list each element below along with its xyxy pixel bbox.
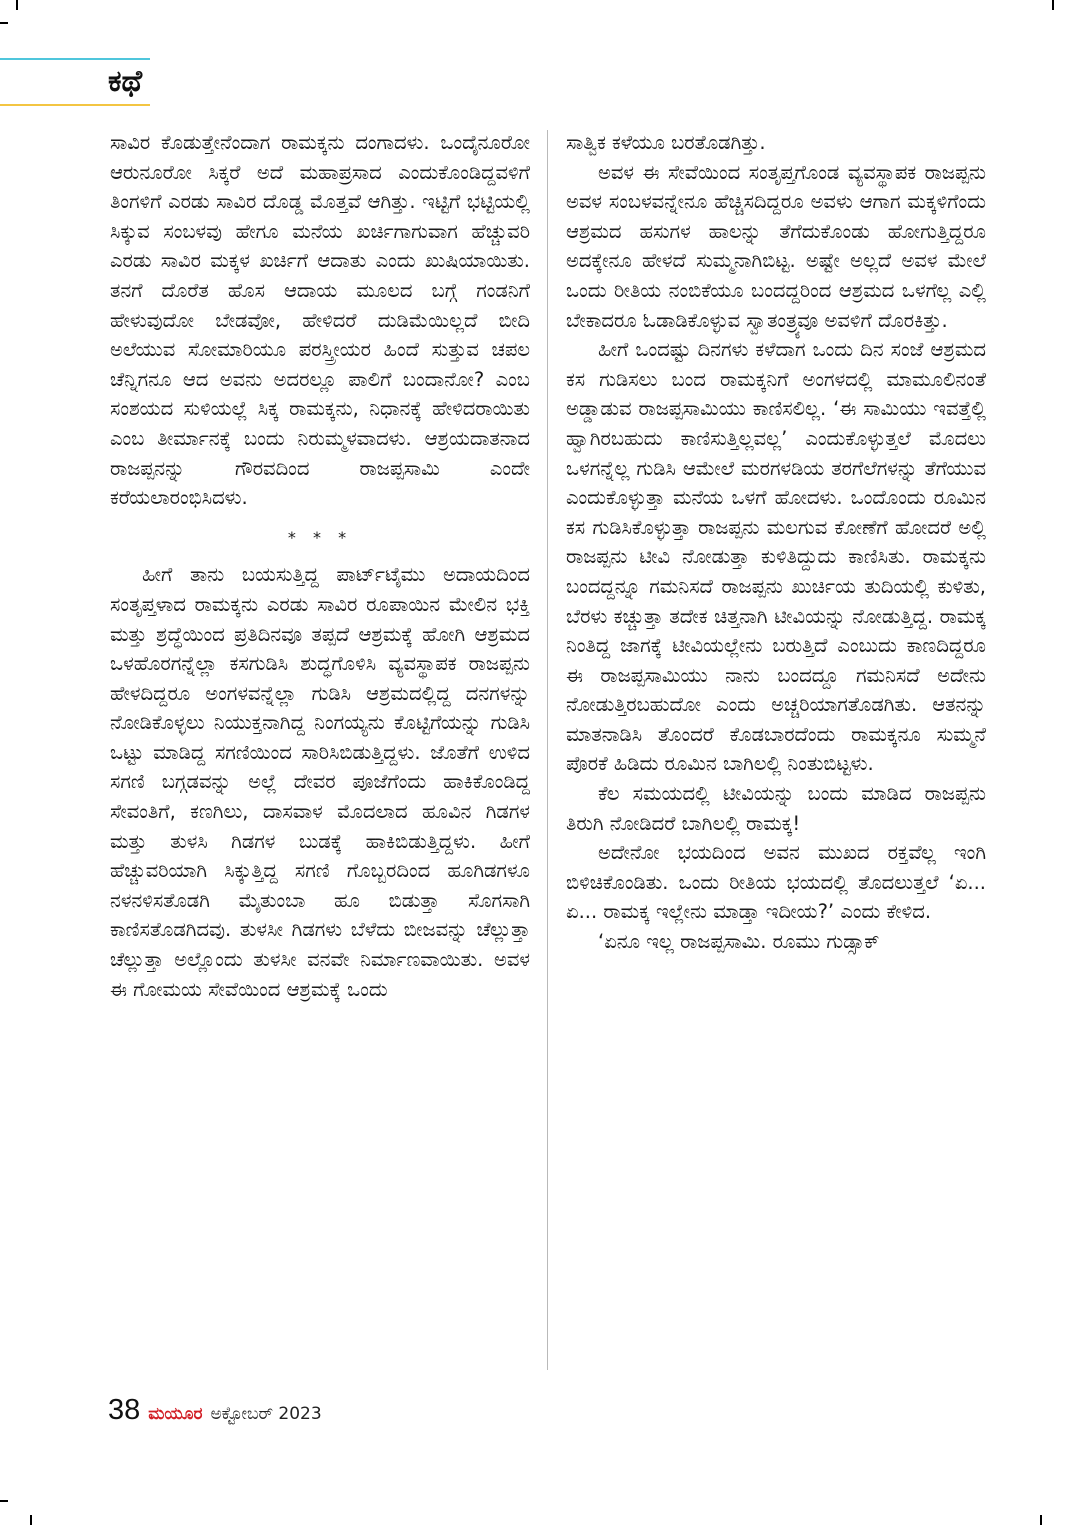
- crop-mark: [0, 1500, 8, 1502]
- header-rule-top: [0, 58, 150, 60]
- page-footer: [108, 1394, 322, 1430]
- left-column: [110, 128, 530, 1378]
- right-column: [566, 128, 986, 1378]
- paragraph: ಹೀಗೆ ಒಂದಷ್ಟು ದಿನಗಳು ಕಳೆದಾಗ ಒಂದು ದಿನ ಸಂಜೆ ಆಶ್ರಮದ ಕಸ ಗುಡಿಸಲು ಬಂದ ರಾಮಕ್ಕನಿಗೆ ಅಂಗಳದಲ್ಲಿ ಮಾಮೂಲಿನಂತೆ ಅಡ್ಡಾಡುವ ರಾಜಪ್ಪಸಾಮಿಯು ಕಾಣಿಸಲಿಲ್ಲ. ‘ಈ ಸಾಮಿಯು ಇವತ್ತೆಲ್ಲಿ ಹ್ವಾಗಿರಬಹುದು ಕಾಣಿಸುತ್ತಿಲ್ಲವಲ್ಲ’ ಎಂದುಕೊಳ್ಳುತ್ತಲೆ ಮೊದಲು ಒಳಗನ್ನೆಲ್ಲ ಗುಡಿಸಿ ಆಮೇಲೆ ಮರಗಳಡಿಯ ತರಗೆಲೆಗಳನ್ನು ತೆಗೆಯುವ ಎಂದುಕೊಳ್ಳುತ್ತಾ ಮನೆಯ ಒಳಗೆ ಹೋದಳು. ಒಂದೊಂದು ರೂಮಿನ ಕಸ ಗುಡಿಸಿಕೊಳ್ಳುತ್ತಾ ರಾಜಪ್ಪನು ಮಲಗುವ ಕೋಣೆಗೆ ಹೋದರೆ ಅಲ್ಲಿ ರಾಜಪ್ಪನು ಟೀವಿ ನೋಡುತ್ತಾ ಕುಳಿತಿದ್ದುದು ಕಾಣಿಸಿತು. ರಾಮಕ್ಕನು ಬಂದದ್ದನ್ನೂ ಗಮನಿಸದೆ ರಾಜಪ್ಪನು ಖುರ್ಚಿಯ ತುದಿಯಲ್ಲಿ ಕುಳಿತು, ಬೆರಳು ಕಚ್ಚುತ್ತಾ ತದೇಕ ಚಿತ್ತನಾಗಿ ಟೀವಿಯನ್ನು ನೋಡುತ್ತಿದ್ದ. ರಾಮಕ್ಕ ನಿಂತಿದ್ದ ಜಾಗಕ್ಕೆ ಟೀವಿಯಲ್ಲೇನು ಬರುತ್ತಿದೆ ಎಂಬುದು ಕಾಣದಿದ್ದರೂ ಈ ರಾಜಪ್ಪಸಾಮಿಯು ನಾನು ಬಂದದ್ದೂ ಗಮನಿಸದೆ ಅದೇನು ನೋಡುತ್ತಿರಬಹುದೋ ಎಂದು ಅಚ್ಚರಿಯಾಗತೊಡಗಿತು. ಆತನನ್ನು ಮಾತನಾಡಿಸಿ ತೊಂದರೆ ಕೊಡಬಾರದೆಂದು ರಾಮಕ್ಕನೂ ಸುಮ್ಮನೆ ಪೊರಕೆ ಹಿಡಿದು ರೂಮಿನ ಬಾಗಿಲಲ್ಲಿ ನಿಂತುಬಿಟ್ಟಳು.: [566, 338, 986, 776]
- section-title: ಕಥೆ: [108, 64, 143, 99]
- paragraph: ಸಾತ್ವಿಕ ಕಳೆಯೂ ಬರತೊಡಗಿತ್ತು.: [566, 131, 766, 154]
- issue-date: ಅಕ್ಟೋಬರ್ 2023: [210, 1404, 322, 1424]
- paragraph: ಅವಳ ಈ ಸೇವೆಯಿಂದ ಸಂತೃಪ್ತಗೊಂಡ ವ್ಯವಸ್ಥಾಪಕ ರಾಜಪ್ಪನು ಅವಳ ಸಂಬಳವನ್ನೇನೂ ಹೆಚ್ಚಿಸದಿದ್ದರೂ ಅವಳು ಆಗಾಗ ಮಕ್ಕಳಿಗೆಂದು ಆಶ್ರಮದ ಹಸುಗಳ ಹಾಲನ್ನು ತೆಗೆದುಕೊಂಡು ಹೋಗುತ್ತಿದ್ದರೂ ಅದಕ್ಕೇನೂ ಹೇಳದೆ ಸುಮ್ಮನಾಗಿಬಿಟ್ಟ. ಅಷ್ಟೇ ಅಲ್ಲದೆ ಅವಳ ಮೇಲೆ ಒಂದು ರೀತಿಯ ನಂಬಿಕೆಯೂ ಬಂದದ್ದರಿಂದ ಆಶ್ರಮದ ಒಳಗೆಲ್ಲ ಎಲ್ಲಿ ಬೇಕಾದರೂ ಓಡಾಡಿಕೊಳ್ಳುವ ಸ್ವಾತಂತ್ರ್ಯವೂ ಅವಳಿಗೆ ದೊರಕಿತ್ತು.: [566, 160, 986, 332]
- paragraph: ಹೀಗೆ ತಾನು ಬಯಸುತ್ತಿದ್ದ ಪಾರ್ಟ್‌ಟೈಮು ಅದಾಯದಿಂದ ಸಂತೃಪ್ತಳಾದ ರಾಮಕ್ಕನು ಎರಡು ಸಾವಿರ ರೂಪಾಯಿನ ಮೇಲಿನ ಭಕ್ತಿ ಮತ್ತು ಶ್ರದ್ಧೆಯಿಂದ ಪ್ರತಿದಿನವೂ ತಪ್ಪದೆ ಆಶ್ರಮಕ್ಕೆ ಹೋಗಿ ಆಶ್ರಮದ ಒಳಹೊರಗನ್ನೆಲ್ಲಾ ಕಸಗುಡಿಸಿ ಶುದ್ಧಗೊಳಿಸಿ ವ್ಯವಸ್ಥಾಪಕ ರಾಜಪ್ಪನು ಹೇಳದಿದ್ದರೂ ಅಂಗಳವನ್ನೆಲ್ಲಾ ಗುಡಿಸಿ ಆಶ್ರಮದಲ್ಲಿದ್ದ ದನಗಳನ್ನು ನೋಡಿಕೊಳ್ಳಲು ನಿಯುಕ್ತನಾಗಿದ್ದ ನಿಂಗಯ್ಯನು ಕೊಟ್ಟಿಗೆಯನ್ನು ಗುಡಿಸಿ ಒಟ್ಟು ಮಾಡಿದ್ದ ಸಗಣಿಯಿಂದ ಸಾರಿಸಿಬಿಡುತ್ತಿದ್ದಳು. ಜೊತೆಗೆ ಉಳಿದ ಸಗಣಿ ಬಗ್ಗಡವನ್ನು ಅಲ್ಲೆ ದೇವರ ಪೂಜೆಗೆಂದು ಹಾಕಿಕೊಂಡಿದ್ದ ಸೇವಂತಿಗೆ, ಕಣಗಿಲು, ದಾಸವಾಳ ಮೊದಲಾದ ಹೂವಿನ ಗಿಡಗಳ ಮತ್ತು ತುಳಸಿ ಗಿಡಗಳ ಬುಡಕ್ಕೆ ಹಾಕಿಬಿಡುತ್ತಿದ್ದಳು. ಹೀಗೆ ಹೆಚ್ಚುವರಿಯಾಗಿ ಸಿಕ್ಕುತ್ತಿದ್ದ ಸಗಣಿ ಗೊಬ್ಬರದಿಂದ ಹೂಗಿಡಗಳೂ ನಳನಳಿಸತೊಡಗಿ ಮೈತುಂಬಾ ಹೂ ಬಿಡುತ್ತಾ ಸೊಗಸಾಗಿ ಕಾಣಿಸತೊಡಗಿದವು. ತುಳಸೀ ಗಿಡಗಳು ಬೆಳೆದು ಬೀಜವನ್ನು ಚೆಲ್ಲುತ್ತಾ ಚೆಲ್ಲುತ್ತಾ ಅಲ್ಲೊಂದು ತುಳಸೀ ವನವೇ ನಿರ್ಮಾಣವಾಯಿತು. ಅವಳ ಈ ಗೋಮಯ ಸೇವೆಯಿಂದ ಆಶ್ರಮಕ್ಕೆ ಒಂದು: [110, 563, 530, 1001]
- crop-mark: [16, 0, 18, 10]
- page-number: 38: [108, 1394, 141, 1426]
- crop-mark: [30, 1515, 32, 1525]
- paragraph: ‘ಏನೂ ಇಲ್ಲ ರಾಜಪ್ಪಸಾಮಿ. ರೂಮು ಗುಡ್ಸಾಕ್: [598, 930, 880, 954]
- magazine-name: ಮಯೂರ: [148, 1404, 203, 1424]
- paragraph: ಕೆಲ ಸಮಯದಲ್ಲಿ ಟೀವಿಯನ್ನು ಬಂದು ಮಾಡಿದ ರಾಜಪ್ಪನು ತಿರುಗಿ ನೋಡಿದರೆ ಬಾಗಿಲಲ್ಲಿ ರಾಮಕ್ಕ!: [566, 782, 986, 835]
- section-separator: * * *: [287, 527, 353, 547]
- crop-mark: [1040, 1515, 1042, 1525]
- paragraph: ಅದೇನೋ ಭಯದಿಂದ ಅವನ ಮುಖದ ರಕ್ತವೆಲ್ಲ ಇಂಗಿ ಬಿಳಿಚಿಕೊಂಡಿತು. ಒಂದು ರೀತಿಯ ಭಯದಲ್ಲಿ ತೊದಲುತ್ತಲೆ ‘ಏ... ಏ... ರಾಮಕ್ಕ ಇಲ್ಲೇನು ಮಾಡ್ತಾ ಇದೀಯ?’ ಎಂದು ಕೇಳಿದ.: [566, 841, 986, 924]
- paragraph: ಸಾವಿರ ಕೊಡುತ್ತೇನೆಂದಾಗ ರಾಮಕ್ಕನು ದಂಗಾದಳು. ಒಂದೈನೂರೋ ಆರುನೂರೋ ಸಿಕ್ಕರೆ ಅದೆ ಮಹಾಪ್ರಸಾದ ಎಂದುಕೊಂಡಿದ್ದವಳಿಗೆ ತಿಂಗಳಿಗೆ ಎರಡು ಸಾವಿರ ದೊಡ್ಡ ಮೊತ್ತವೆ ಆಗಿತ್ತು. ಇಟ್ಟಿಗೆ ಭಟ್ಟಿಯಲ್ಲಿ ಸಿಕ್ಕುವ ಸಂಬಳವು ಹೇಗೂ ಮನೆಯ ಖರ್ಚಿಗಾಗುವಾಗ ಹೆಚ್ಚುವರಿ ಎರಡು ಸಾವಿರ ಮಕ್ಕಳ ಖರ್ಚಿಗೆ ಆದಾತು ಎಂದು ಖುಷಿಯಾಯಿತು. ತನಗೆ ದೊರೆತ ಹೊಸ ಆದಾಯ ಮೂಲದ ಬಗ್ಗೆ ಗಂಡನಿಗೆ ಹೇಳುವುದೋ ಬೇಡವೋ, ಹೇಳಿದರೆ ದುಡಿಮೆಯಿಲ್ಲದೆ ಬೀದಿ ಅಲೆಯುವ ಸೋಮಾರಿಯೂ ಪರಸ್ತ್ರೀಯರ ಹಿಂದೆ ಸುತ್ತುವ ಚಪಲ ಚೆನ್ನಿಗನೂ ಆದ ಅವನು ಅದರಲ್ಲೂ ಪಾಲಿಗೆ ಬಂದಾನೋ? ಎಂಬ ಸಂಶಯದ ಸುಳಿಯಲ್ಲೆ ಸಿಕ್ಕ ರಾಮಕ್ಕನು, ನಿಧಾನಕ್ಕೆ ಹೇಳಿದರಾಯಿತು ಎಂಬ ತೀರ್ಮಾನಕ್ಕೆ ಬಂದು ನಿರುಮ್ಮಳವಾದಳು. ಆಶ್ರಯದಾತನಾದ ರಾಜಪ್ಪನನ್ನು ಗೌರವದಿಂದ ರಾಜಪ್ಪಸಾಮಿ ಎಂದೇ ಕರೆಯಲಾರಂಭಿಸಿದಳು.: [110, 131, 530, 510]
- crop-mark: [1052, 0, 1054, 10]
- crop-mark: [0, 22, 8, 24]
- column-divider: [547, 130, 548, 1370]
- header-rule-bottom: [0, 104, 150, 106]
